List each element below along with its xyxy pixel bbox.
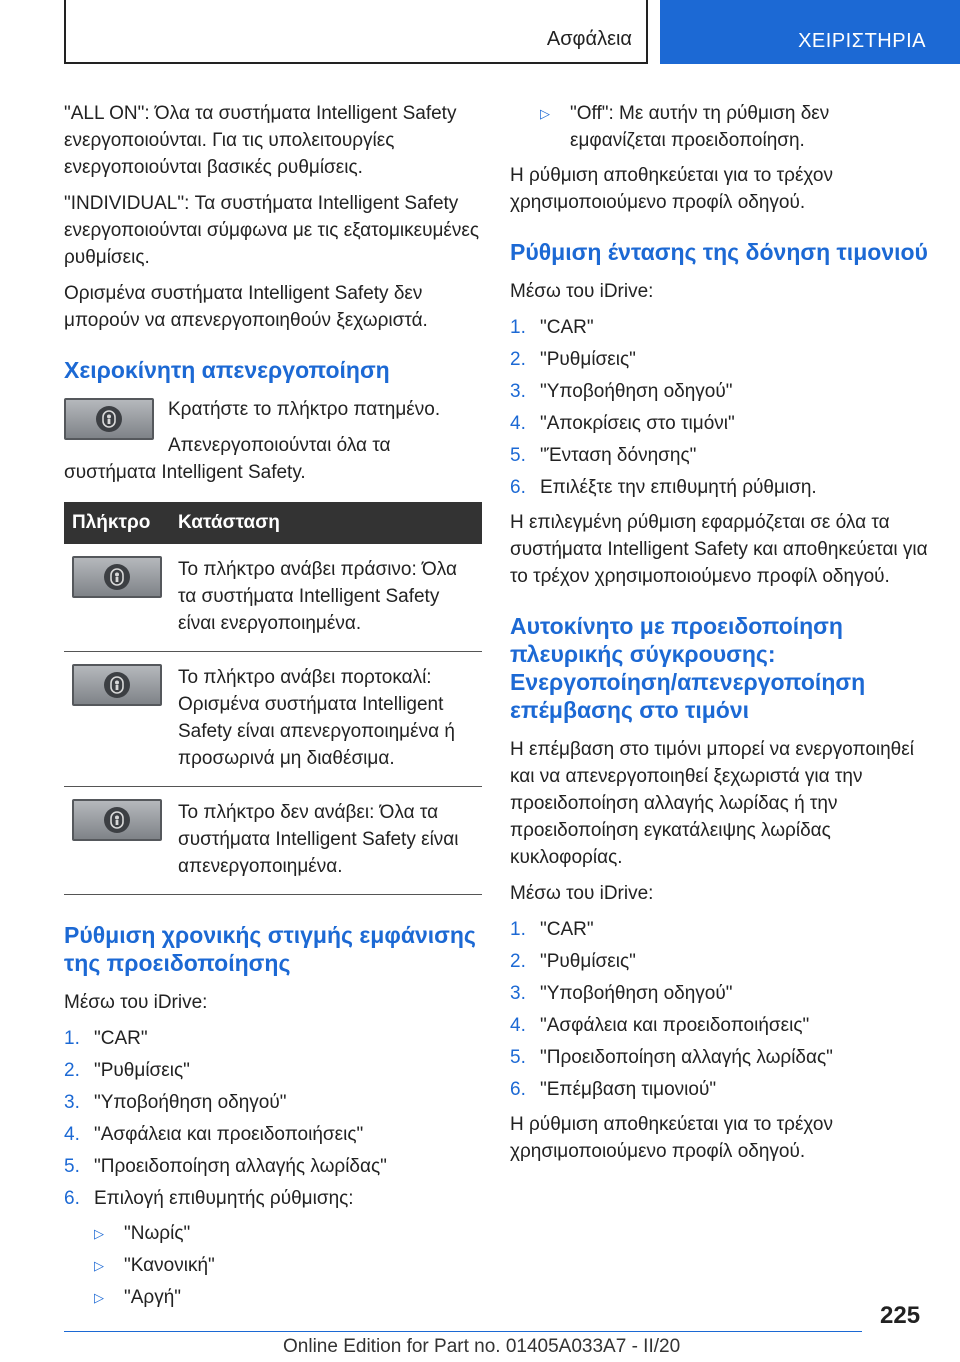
section-title: Ασφάλεια — [546, 28, 632, 50]
list-item: 2. "Ρυθμίσεις" — [510, 951, 636, 972]
vibration-steps — [510, 314, 930, 501]
table-status-text: Το πλήκτρο ανάβει πορτοκαλί: Ορισμένα συστήματα Intelligent Safety είναι απενεργοποιημένα ή προσωρινά μη διαθέσιμα. — [170, 652, 482, 787]
list-item: ▷ "Νωρίς" — [94, 1220, 482, 1247]
idrive-label: Μέσω του iDrive: — [510, 883, 654, 904]
saved-note: Η ρύθμιση αποθηκεύεται για το τρέχον χρησιμοποιούμενο προφίλ οδηγού. — [510, 165, 833, 213]
list-item: 6. "Επέμβαση τιμονιού" — [510, 1079, 717, 1100]
footer-edition: Online Edition for Part no. 01405A033A7 - II/20 — [283, 1336, 681, 1357]
idrive-label: Μέσω του iDrive: — [64, 992, 208, 1013]
table-row — [64, 544, 482, 652]
triangle-right-icon: ▷ — [94, 1290, 104, 1305]
timing-steps — [64, 1025, 482, 1212]
section-heading-timing: Ρύθμιση χρονικής στιγμής εμφάνισης της προειδοποίησης — [64, 922, 476, 976]
idrive-label: Μέσω του iDrive: — [510, 281, 654, 302]
table-header-key: Πλήκτρο — [64, 502, 170, 544]
table-header-status: Κατάσταση — [170, 502, 482, 544]
list-item: 3. "Υποβοήθηση οδηγού" — [64, 1092, 287, 1113]
list-item: ▷ "Αργή" — [94, 1284, 482, 1311]
manual-block — [64, 396, 482, 486]
table-row — [64, 787, 482, 895]
header-section-box — [64, 0, 648, 64]
table-row — [64, 652, 482, 787]
chapter-title: ΧΕΙΡΙΣΤΗΡΙΑ — [798, 30, 926, 52]
section-heading-manual: Χειροκίνητη απενεργοποίηση — [64, 357, 390, 383]
list-item: 2. "Ρυθμίσεις" — [64, 1060, 190, 1081]
list-item: 5. "Προειδοποίηση αλλαγής λωρίδας" — [64, 1156, 387, 1177]
triangle-right-icon: ▷ — [540, 106, 550, 121]
list-item: 4. "Αποκρίσεις στο τιμόνι" — [510, 413, 735, 434]
list-item: 1. "CAR" — [64, 1028, 148, 1049]
intelligent-safety-key-icon — [64, 398, 154, 440]
triangle-right-icon: ▷ — [94, 1258, 104, 1273]
list-item: ▷ "Off": Με αυτήν τη ρύθμιση δεν εμφανίζεται προειδοποίηση. — [540, 100, 930, 154]
intro-paragraph: "INDIVIDUAL": Τα συστήματα Intelligent Safety ενεργοποιούνται σύμφωνα με τις εξατομικευμένες ρυθμίσεις. — [64, 193, 480, 268]
list-item: 5. "Προειδοποίηση αλλαγής λωρίδας" — [510, 1047, 833, 1068]
saved-note: Η ρύθμιση αποθηκεύεται για το τρέχον χρησιμοποιούμενο προφίλ οδηγού. — [510, 1114, 833, 1162]
list-item: 1. "CAR" — [510, 919, 594, 940]
intro-paragraph: Ορισμένα συστήματα Intelligent Safety δεν μπορούν να απενεργοποιηθούν ξεχωριστά. — [64, 283, 428, 331]
timing-options — [64, 1220, 482, 1311]
list-item: 6. Επιλέξτε την επιθυμητή ρύθμιση. — [510, 477, 817, 498]
intelligent-safety-key-icon — [72, 664, 162, 706]
list-item: 5. "Ένταση δόνησης" — [510, 445, 697, 466]
intelligent-safety-key-icon — [72, 556, 162, 598]
header-chapter-box — [660, 0, 960, 64]
list-item: 1. "CAR" — [510, 317, 594, 338]
intelligent-safety-key-icon — [72, 799, 162, 841]
list-item: 6. Επιλογή επιθυμητής ρύθμισης: — [64, 1188, 354, 1209]
list-item: 2. "Ρυθμίσεις" — [510, 349, 636, 370]
vibration-note: Η επιλεγμένη ρύθμιση εφαρμόζεται σε όλα τα συστήματα Intelligent Safety και αποθηκεύεται για το τρέχον χρησιμοποιούμενο προφίλ οδηγού. — [510, 512, 928, 587]
list-item: 4. "Ασφάλεια και προειδοποιήσεις" — [510, 1015, 810, 1036]
table-status-text: Το πλήκτρο ανάβει πράσινο: Όλα τα συστήματα Intelligent Safety είναι ενεργοποιημένα. — [170, 544, 482, 652]
list-item: ▷ "Κανονική" — [94, 1252, 482, 1279]
list-item: 3. "Υποβοήθηση οδηγού" — [510, 381, 733, 402]
section-heading-steering: Αυτοκίνητο με προειδοποίηση πλευρικής σύγκρουσης: Ενεργοποίηση/απενεργοποίηση επέμβασης στο τιμόνι — [510, 613, 866, 723]
table-status-text: Το πλήκτρο δεν ανάβει: Όλα τα συστήματα Intelligent Safety είναι απενεργοποιημένα. — [170, 787, 482, 895]
manual-text: Κρατήστε το πλήκτρο πατημένο. — [168, 399, 441, 420]
key-status-table — [64, 502, 482, 895]
steering-description: Η επέμβαση στο τιμόνι μπορεί να ενεργοποιηθεί και να απενεργοποιηθεί ξεχωριστά για την προειδοποίηση αλλαγής λωρίδας ή την προειδοποίηση εγκατάλειψης λωρίδας κυκλοφορίας. — [510, 739, 914, 868]
intro-paragraph: "ALL ON": Όλα τα συστήματα Intelligent Safety ενεργοποιούνται. Για τις υπολειτουργίες ενεργοποιούνται βασικές ρυθμίσεις. — [64, 103, 457, 178]
triangle-right-icon: ▷ — [94, 1226, 104, 1241]
list-item: 4. "Ασφάλεια και προειδοποιήσεις" — [64, 1124, 364, 1145]
list-item: 3. "Υποβοήθηση οδηγού" — [510, 983, 733, 1004]
right-column — [510, 100, 930, 1174]
footer-divider — [64, 1331, 862, 1332]
section-heading-vibration: Ρύθμιση έντασης της δόνηση τιμονιού — [510, 239, 928, 265]
off-option — [510, 100, 930, 154]
steering-steps — [510, 916, 930, 1103]
page-number: 225 — [880, 1302, 921, 1329]
manual-text: Απενεργοποιούνται όλα τα συστήματα Intelligent Safety. — [64, 435, 391, 483]
left-column — [64, 100, 482, 1319]
